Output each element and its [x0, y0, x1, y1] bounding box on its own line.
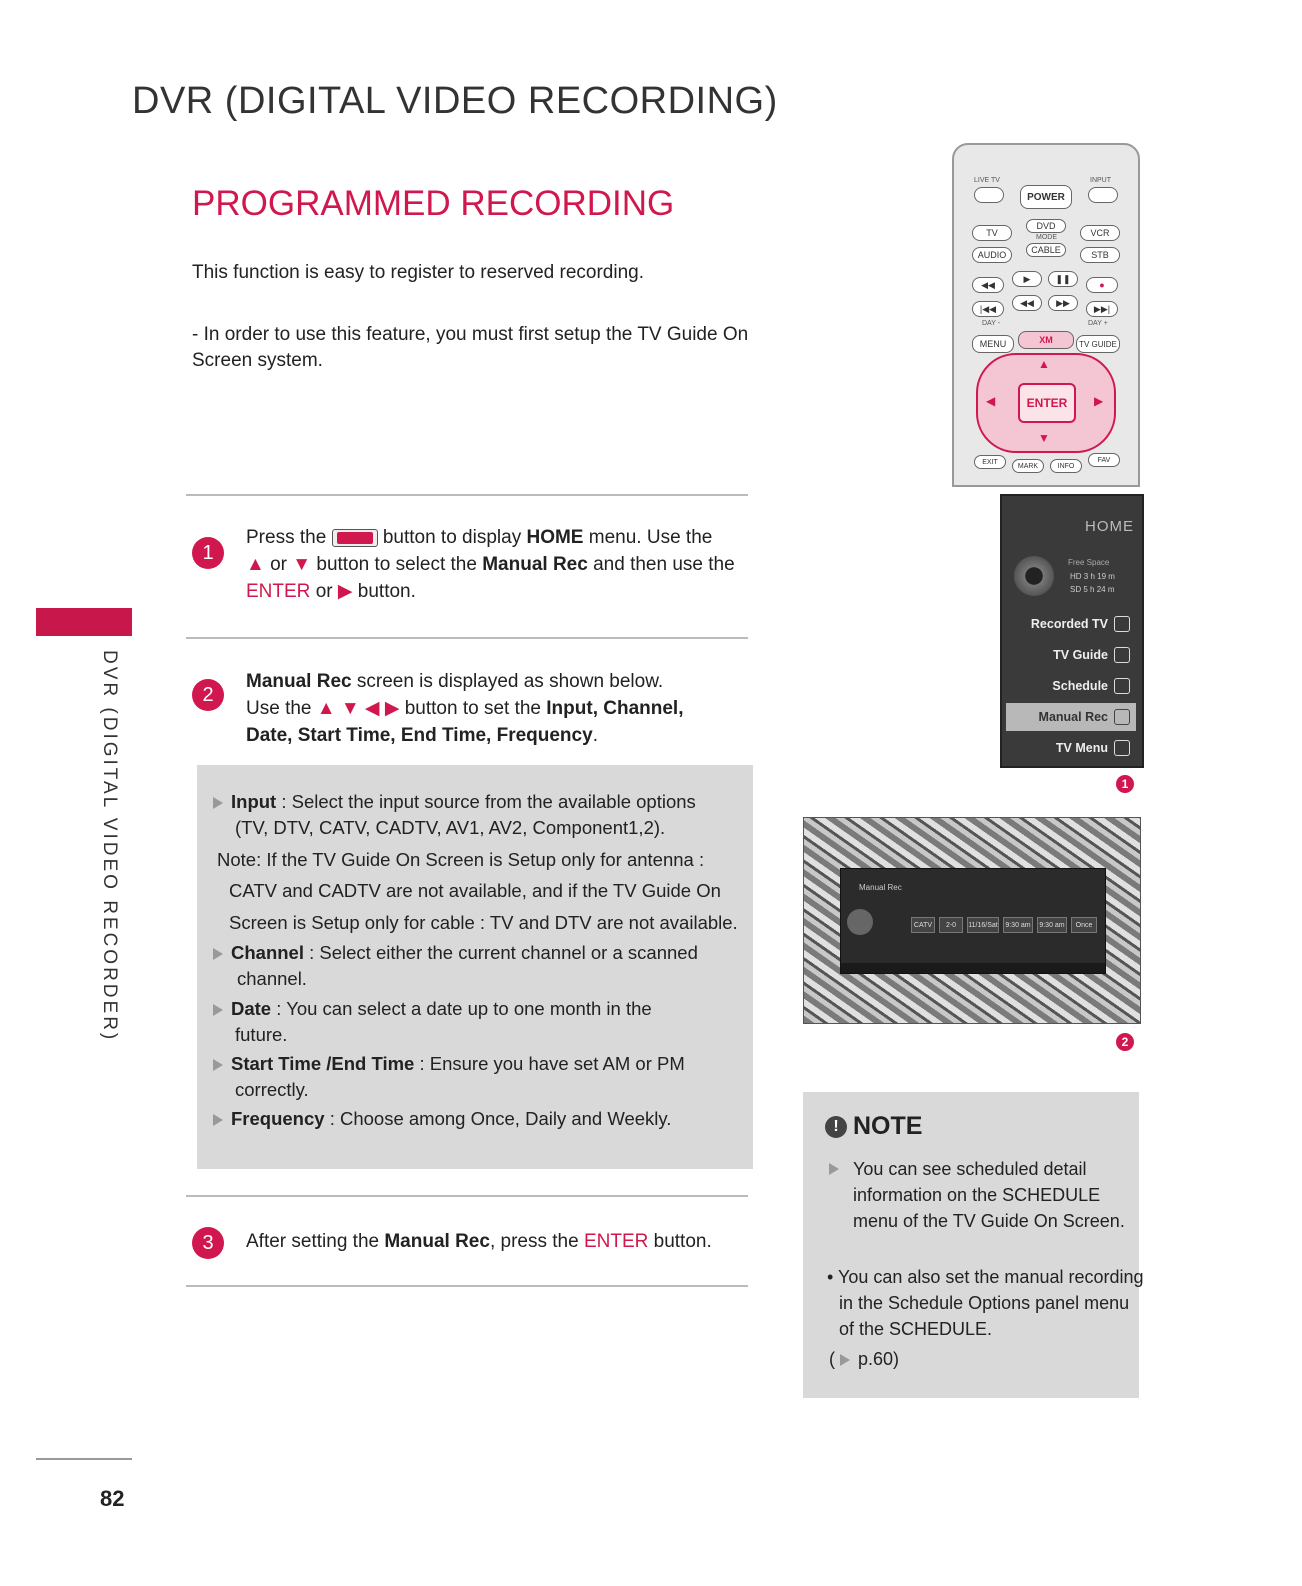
live-tv-button-icon — [974, 187, 1004, 203]
osd-cell: 2-0 — [939, 917, 963, 933]
stb-button-icon: STB — [1080, 247, 1120, 263]
divider — [186, 1285, 748, 1287]
home-menu-screenshot — [1000, 494, 1144, 768]
step-2-text — [246, 668, 746, 749]
note-bullet-1 — [829, 1156, 1129, 1234]
home-label: HOME — [526, 527, 584, 548]
option-text: future. — [235, 1024, 288, 1045]
sd-value: 5 h 24 m — [1083, 585, 1115, 594]
play-button-icon: ▶ — [1012, 271, 1042, 287]
side-tab-label: DVR (DIGITAL VIDEO RECORDER) — [99, 650, 120, 1043]
bullet-arrow-icon — [213, 1114, 223, 1126]
remote-control-illustration — [952, 143, 1140, 487]
option-text: : Ensure you have set AM or PM — [419, 1053, 685, 1074]
gear-icon — [1114, 740, 1130, 756]
sd-space — [1070, 585, 1115, 594]
option-note: Screen is Setup only for cable : TV and DTV are not available. — [229, 912, 738, 933]
manual-rec-icon — [1114, 709, 1130, 725]
divider — [186, 1195, 748, 1197]
text: ( — [829, 1349, 835, 1369]
cable-button-icon: CABLE — [1026, 243, 1066, 257]
rewind-button-icon: ◀◀ — [972, 277, 1004, 293]
osd-values — [911, 917, 1097, 933]
bullet-arrow-icon — [840, 1354, 850, 1366]
footer-rule — [36, 1458, 132, 1460]
home-item-schedule — [1006, 672, 1136, 700]
text: or — [315, 581, 333, 602]
remote-label: LIVE TV — [974, 177, 1000, 184]
divider — [186, 637, 748, 639]
option-text: (TV, DTV, CATV, CADTV, AV1, AV2, Component1,2). — [235, 817, 666, 838]
fast-forward-button-icon: ▶▶ — [1048, 295, 1078, 311]
option-note: Note: If the TV Guide On Screen is Setup only for antenna : — [217, 849, 705, 870]
exit-button-icon: EXIT — [974, 455, 1006, 469]
prerequisite-text: - In order to use this feature, you must first setup the TV Guide On Screen system. — [192, 324, 749, 371]
arrow-keys-icon: ▲ ▼ ◀ ▶ — [316, 698, 400, 719]
text: Press the — [246, 527, 327, 548]
home-item-label: Schedule — [1052, 679, 1108, 693]
figure-badge: 1 — [1116, 775, 1134, 793]
tv-guide-button-icon: TV GUIDE — [1076, 335, 1120, 353]
option-frequency — [213, 1106, 671, 1132]
up-arrow-icon: ▲ — [246, 554, 265, 575]
remote-label: DAY - — [982, 320, 1001, 327]
bullet-arrow-icon — [213, 1004, 223, 1016]
disc-icon — [1014, 556, 1054, 596]
option-channel — [213, 940, 698, 966]
divider — [186, 494, 748, 496]
xm-button-icon — [332, 529, 378, 547]
osd-cell: CATV — [911, 917, 935, 933]
option-date — [213, 996, 652, 1022]
home-item-manual-rec — [1006, 703, 1136, 731]
osd-cell: 11/16/Sat — [967, 917, 999, 933]
note-heading — [825, 1112, 922, 1141]
home-item-label: Manual Rec — [1038, 710, 1108, 724]
fields-label: Input, Channel, — [546, 698, 684, 719]
text: button to select the — [316, 554, 477, 575]
bullet-arrow-icon — [829, 1163, 839, 1175]
osd-cell: 9:30 am — [1037, 917, 1067, 933]
free-space-label: Free Space — [1068, 558, 1110, 567]
enter-label: ENTER — [583, 1231, 649, 1252]
text: , press the — [489, 1231, 579, 1252]
text: Use the — [246, 698, 312, 719]
enter-label: ENTER — [246, 581, 311, 602]
option-input — [213, 789, 696, 815]
remote-label: DAY + — [1088, 320, 1108, 327]
home-item-tv-guide — [1006, 641, 1136, 669]
intro-text: This function is easy to register to reserved recording. — [192, 262, 644, 283]
osd-cell: Once — [1071, 917, 1097, 933]
info-button-icon: INFO — [1050, 459, 1082, 473]
rewind-button-icon: ◀◀ — [1012, 295, 1042, 311]
option-text: channel. — [237, 968, 307, 989]
step-number: 2 — [192, 679, 224, 711]
xm-button-icon: XM — [1018, 331, 1074, 349]
note-bullet-2: • You can also set the manual recording in the Schedule Options panel menu of the SCHEDULE. — [827, 1267, 1144, 1339]
option-label: Frequency — [231, 1108, 325, 1129]
manual-rec-label: Manual Rec — [482, 554, 588, 575]
manual-rec-label: Manual Rec — [246, 671, 352, 692]
step-number: 3 — [192, 1227, 224, 1259]
option-text: : You can select a date up to one month in the — [276, 998, 652, 1019]
option-time — [213, 1051, 685, 1077]
text: and then use the — [593, 554, 735, 575]
note-title: NOTE — [853, 1112, 923, 1140]
osd-title: Manual Rec — [859, 883, 902, 892]
bullet-arrow-icon — [213, 1059, 223, 1071]
side-tab-marker — [36, 608, 132, 636]
option-label: Channel — [231, 942, 304, 963]
hd-value: 3 h 19 m — [1083, 572, 1115, 581]
section-title: PROGRAMMED RECORDING — [192, 184, 675, 223]
dpad-up-icon: ▲ — [1038, 357, 1050, 371]
note-reference — [829, 1346, 899, 1372]
option-note: CATV and CADTV are not available, and if the TV Guide On — [229, 880, 721, 901]
note-text: You can see scheduled detail information on the SCHEDULE menu of the TV Guide On Screen. — [853, 1159, 1125, 1231]
skip-back-button-icon: |◀◀ — [972, 301, 1004, 317]
dpad-icon — [976, 353, 1116, 453]
record-button-icon: ● — [1086, 277, 1118, 293]
note-box — [803, 1092, 1144, 1398]
options-box — [197, 765, 753, 1169]
hd-label: HD — [1070, 572, 1082, 581]
right-arrow-icon: ▶ — [337, 581, 353, 602]
audio-button-icon: AUDIO — [972, 247, 1012, 263]
remote-label: INPUT — [1090, 177, 1111, 184]
manual-rec-screenshot — [803, 817, 1141, 1024]
text: button. — [357, 581, 416, 602]
sd-label: SD — [1070, 585, 1082, 594]
mark-button-icon: MARK — [1012, 459, 1044, 473]
home-item-label: TV Menu — [1055, 741, 1108, 755]
option-text: correctly. — [235, 1079, 309, 1100]
dpad-down-icon: ▼ — [1038, 431, 1050, 445]
step-1-text — [246, 524, 746, 605]
option-label: Input — [231, 791, 277, 812]
option-text: : Select the input source from the available options — [281, 791, 696, 812]
fav-button-icon: FAV — [1088, 453, 1120, 467]
hd-space — [1070, 572, 1115, 581]
home-item-label: Recorded TV — [1030, 617, 1108, 631]
dvd-button-icon: DVD — [1026, 219, 1066, 233]
pause-button-icon: ❚❚ — [1048, 271, 1078, 287]
input-button-icon — [1088, 187, 1118, 203]
page-title: DVR (DIGITAL VIDEO RECORDING) — [132, 80, 778, 122]
disc-icon — [847, 909, 873, 935]
manual-rec-osd — [840, 868, 1106, 974]
home-item-recorded-tv — [1006, 610, 1136, 638]
option-label: Date — [231, 998, 272, 1019]
text: After setting the — [246, 1231, 380, 1252]
text: button to set the — [404, 698, 541, 719]
tv-button-icon: TV — [972, 225, 1012, 241]
dpad-left-icon: ◀ — [986, 394, 996, 408]
option-text: : Choose among Once, Daily and Weekly. — [329, 1108, 672, 1129]
exclamation-icon: ! — [825, 1116, 847, 1138]
schedule-icon — [1114, 678, 1130, 694]
home-menu-title: HOME — [1085, 518, 1134, 535]
figure-badge: 2 — [1116, 1033, 1134, 1051]
menu-button-icon: MENU — [972, 335, 1014, 353]
bullet-arrow-icon — [213, 797, 223, 809]
text: screen is displayed as shown below. — [356, 671, 664, 692]
osd-footer — [841, 963, 1105, 973]
skip-forward-button-icon: ▶▶| — [1086, 301, 1118, 317]
page-ref: p.60) — [858, 1349, 900, 1369]
vcr-button-icon: VCR — [1080, 225, 1120, 241]
osd-cell: 9:30 am — [1003, 917, 1033, 933]
step-number: 1 — [192, 537, 224, 569]
home-item-tv-menu — [1006, 734, 1136, 762]
dpad-right-icon: ▶ — [1094, 394, 1104, 408]
text: . — [592, 725, 598, 746]
recorded-tv-icon — [1114, 616, 1130, 632]
enter-button-icon: ENTER — [1018, 383, 1076, 423]
text: or — [270, 554, 287, 575]
power-button-icon: POWER — [1020, 185, 1072, 209]
bullet-arrow-icon — [213, 948, 223, 960]
down-arrow-icon: ▼ — [292, 554, 312, 575]
option-label: Start Time /End Time — [231, 1053, 415, 1074]
step-3-text — [246, 1228, 746, 1255]
fields-label: Date, Start Time, End Time, Frequency — [246, 725, 593, 746]
tv-guide-icon — [1114, 647, 1130, 663]
manual-rec-label: Manual Rec — [384, 1231, 490, 1252]
text: button to display — [382, 527, 522, 548]
text: button. — [653, 1231, 712, 1252]
home-item-label: TV Guide — [1053, 648, 1108, 662]
option-text: : Select either the current channel or a scanned — [309, 942, 698, 963]
text: menu. Use the — [588, 527, 713, 548]
remote-label: MODE — [1036, 234, 1057, 241]
page-number: 82 — [100, 1486, 125, 1511]
